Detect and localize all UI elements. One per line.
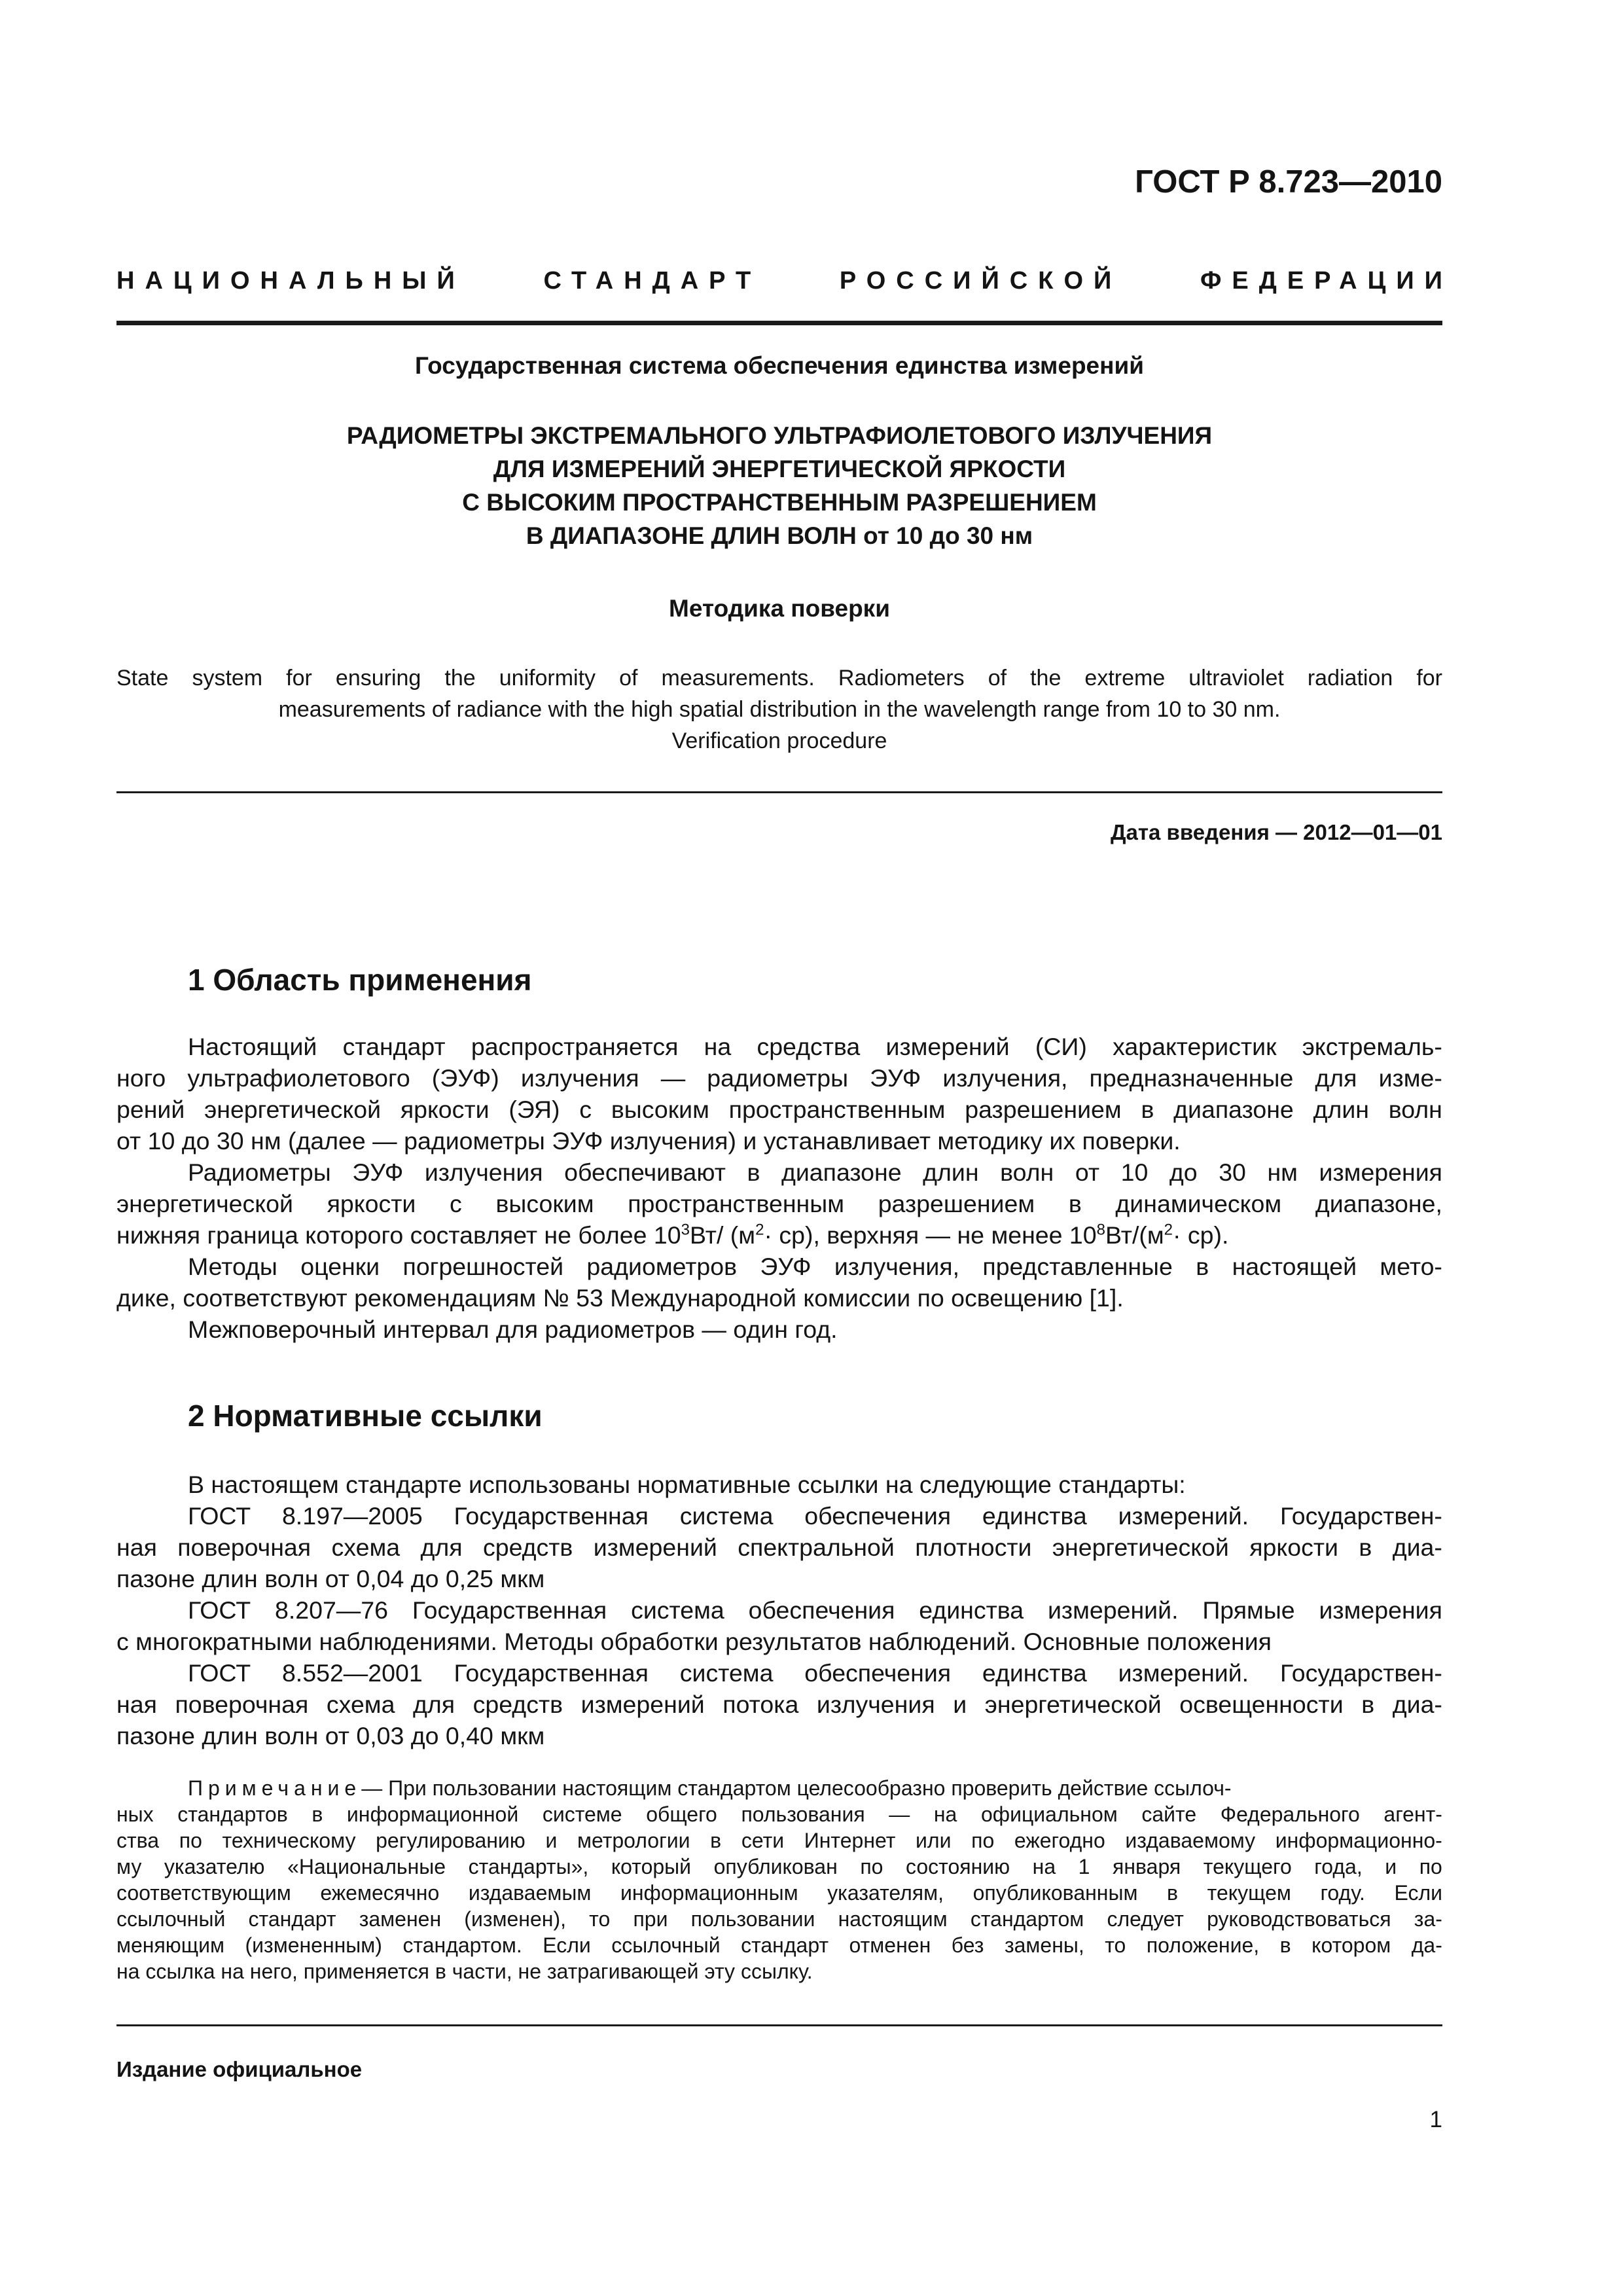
word: информационным	[620, 1881, 798, 1905]
text-line	[116, 1219, 1442, 1251]
note-label: Примечание	[188, 1776, 362, 1800]
text-line	[116, 1157, 1442, 1188]
word: который	[611, 1855, 692, 1878]
word: измерения	[1319, 1158, 1442, 1186]
word: по	[860, 1855, 883, 1878]
word: изме-	[1378, 1064, 1442, 1092]
text-line	[116, 1689, 1442, 1720]
word: State	[116, 666, 169, 691]
word: (изменен),	[464, 1907, 566, 1931]
word: (ЭЯ)	[508, 1096, 560, 1123]
word: средства	[757, 1033, 861, 1060]
word: стандартов	[177, 1803, 288, 1826]
method-title: Методика поверки	[669, 595, 890, 622]
word: волн	[1388, 1096, 1442, 1123]
word: в	[1196, 1253, 1209, 1280]
word: измерений	[593, 1534, 717, 1561]
word: опубликованным	[972, 1881, 1138, 1905]
word: единства	[982, 1502, 1087, 1530]
word: ных	[116, 1803, 154, 1826]
note-line	[116, 1775, 1442, 1801]
paragraph	[116, 1469, 1442, 1500]
document-page	[116, 0, 1453, 2296]
word: погрешностей	[402, 1253, 564, 1280]
word: Государственная	[412, 1596, 607, 1624]
word: пользовании	[690, 1907, 815, 1931]
text-line	[116, 1594, 1442, 1626]
word: плотности	[915, 1534, 1032, 1561]
word: освещенности	[1179, 1691, 1344, 1718]
exponent: 3	[681, 1221, 690, 1239]
word: ГОСТ	[188, 1596, 251, 1624]
word: Если	[1394, 1881, 1442, 1905]
word: в	[1068, 1190, 1082, 1217]
paragraph	[116, 1157, 1442, 1251]
title-line: РАДИОМЕТРЫ ЭКСТРЕМАЛЬНОГО УЛЬТРАФИОЛЕТОВОГО ИЗЛУЧЕНИЯ	[346, 422, 1213, 449]
text-line: пазоне длин волн от 0,04 до 0,25 мкм	[116, 1565, 545, 1592]
word: (ЭУФ)	[431, 1064, 499, 1092]
text-part: нижняя граница которого составляет не более 10	[116, 1221, 681, 1249]
word: на	[704, 1033, 732, 1060]
word: диапазоне,	[1315, 1190, 1442, 1217]
word: году.	[1320, 1881, 1365, 1905]
word: the	[1030, 666, 1061, 691]
word: радиометры	[707, 1064, 849, 1092]
word: система	[679, 1659, 774, 1687]
word: настоящим	[838, 1907, 948, 1931]
word: 10	[1120, 1158, 1149, 1186]
exponent: 2	[755, 1221, 764, 1239]
word: ЭУФ	[760, 1253, 812, 1280]
word: сайте	[1141, 1803, 1197, 1826]
word: Государственная	[454, 1502, 649, 1530]
word: в	[312, 1803, 323, 1826]
word: ежегодно	[1014, 1829, 1105, 1852]
word: разрешением	[965, 1096, 1122, 1123]
word: the	[444, 666, 476, 691]
word: схема	[331, 1534, 401, 1561]
word: система	[679, 1502, 774, 1530]
word: for	[1416, 666, 1442, 691]
word: разрешением	[878, 1190, 1035, 1217]
word: информационной	[346, 1803, 519, 1826]
word: обеспечения	[804, 1502, 952, 1530]
word: поверочная	[175, 1691, 309, 1718]
word: общего	[646, 1803, 717, 1826]
word: положение,	[1146, 1933, 1260, 1957]
word: рений	[116, 1096, 185, 1123]
note-line	[116, 1932, 1442, 1958]
word: от	[1075, 1158, 1100, 1186]
word: в	[747, 1158, 760, 1186]
word: опубликован	[713, 1855, 838, 1878]
text-line	[116, 1500, 1442, 1532]
word: указателю	[164, 1855, 265, 1878]
document-title	[116, 419, 1442, 552]
word: или	[916, 1829, 952, 1852]
word: яркости	[400, 1096, 490, 1123]
section-heading: 1 Область применения	[188, 963, 532, 997]
word: Radiometers	[838, 666, 965, 691]
english-title-line: measurements of radiance with the high spatial distribution in the wavelength range from 10 to 30 nm.	[278, 697, 1281, 722]
word: измерений	[885, 1033, 1010, 1060]
header-rule	[116, 321, 1442, 325]
word: за-	[1414, 1907, 1442, 1931]
word: потока	[722, 1691, 799, 1718]
word: энергетической	[204, 1096, 382, 1123]
page-number: 1	[1429, 2107, 1442, 2132]
word: то	[1105, 1933, 1126, 1957]
paragraph	[116, 1031, 1442, 1157]
word: сети	[741, 1829, 785, 1852]
section-heading: 2 Нормативные ссылки	[188, 1399, 543, 1433]
word: в	[710, 1829, 722, 1852]
word: стандарт	[342, 1033, 446, 1060]
word: излучения,	[942, 1064, 1068, 1092]
text-line	[116, 1251, 1442, 1282]
word: указателям,	[827, 1881, 944, 1905]
word: энергетической	[116, 1190, 293, 1217]
word: 1	[1078, 1855, 1090, 1878]
word: длин	[1313, 1096, 1369, 1123]
word: представленные	[982, 1253, 1173, 1280]
english-title	[116, 662, 1442, 757]
word: пространственным	[728, 1096, 946, 1123]
word: характеристик	[1113, 1033, 1277, 1060]
word: ссылочный	[611, 1933, 721, 1957]
banner-word: РОССИЙСКОЙ	[839, 267, 1122, 295]
introduction-date: Дата введения — 2012—01—01	[1111, 820, 1442, 844]
word: для	[413, 1691, 455, 1718]
word: 8.552—2001	[281, 1659, 423, 1687]
word: нм	[1267, 1158, 1298, 1186]
reference-entry	[116, 1594, 1442, 1657]
word: высоким	[495, 1190, 594, 1217]
word: обеспечения	[748, 1596, 895, 1624]
word: энергетической	[984, 1691, 1162, 1718]
banner-word: ФЕДЕРАЦИИ	[1200, 267, 1453, 295]
official-edition: Издание официальное	[116, 2057, 363, 2081]
banner-word: НАЦИОНАЛЬНЫЙ	[116, 267, 465, 295]
word: в	[1359, 1534, 1372, 1561]
word: при	[633, 1907, 668, 1931]
text-line	[116, 1188, 1442, 1219]
word: ного	[116, 1064, 166, 1092]
word: обеспечивают	[564, 1158, 726, 1186]
word: поверочная	[177, 1534, 312, 1561]
word: измерений.	[1118, 1659, 1249, 1687]
text-line	[116, 1532, 1442, 1563]
word: единства	[982, 1659, 1087, 1687]
word: с	[579, 1096, 592, 1123]
word: и	[545, 1829, 558, 1852]
word: и	[953, 1691, 967, 1718]
word: высоким	[611, 1096, 709, 1123]
word: ГОСТ	[188, 1502, 251, 1530]
exponent: 2	[1164, 1221, 1173, 1239]
word: —	[889, 1803, 910, 1826]
word: длин	[923, 1158, 979, 1186]
text-line: от 10 до 30 нм (далее — радиометры ЭУФ излучения) и устанавливает методику их поверки.	[116, 1127, 1181, 1155]
word: ства	[116, 1829, 160, 1852]
word: ensuring	[335, 666, 421, 691]
word: ссылочный	[116, 1907, 226, 1931]
note-line	[116, 1827, 1442, 1854]
note-block	[116, 1775, 1442, 1984]
word: излучения	[424, 1158, 543, 1186]
word: техническому	[222, 1829, 356, 1852]
word: диапазоне	[781, 1158, 902, 1186]
word: Интернет	[804, 1829, 896, 1852]
word: руководствоваться	[1207, 1907, 1391, 1931]
text-part: Вт/(м	[1105, 1221, 1164, 1249]
word: динамическом	[1115, 1190, 1282, 1217]
word: пространственным	[628, 1190, 844, 1217]
word: в	[1279, 1933, 1291, 1957]
word: января	[1113, 1855, 1181, 1878]
note-line	[116, 1801, 1442, 1827]
word: излучения,	[834, 1253, 959, 1280]
word: энергетической	[1052, 1534, 1229, 1561]
english-title-line	[116, 662, 1442, 694]
text-line: с многократными наблюдениями. Методы обработки результатов наблюдений. Основные положения	[116, 1628, 1272, 1655]
word: Методы	[188, 1253, 277, 1280]
word: uniformity	[499, 666, 596, 691]
text-line: В настоящем стандарте использованы нормативные ссылки на следующие стандарты:	[188, 1471, 1186, 1498]
word: меняющим	[116, 1933, 224, 1957]
word: for	[286, 666, 312, 691]
text-part: · ср).	[1173, 1221, 1229, 1249]
word: предназначенные	[1089, 1064, 1294, 1092]
word: system	[192, 666, 263, 691]
word: ная	[116, 1691, 157, 1718]
word: для	[420, 1534, 463, 1561]
word: of	[619, 666, 638, 691]
word: ультрафиолетового	[187, 1064, 410, 1092]
word: излучения	[520, 1064, 639, 1092]
word: до	[1169, 1158, 1198, 1186]
word: измерений.	[1118, 1502, 1249, 1530]
word: Государственная	[454, 1659, 649, 1687]
word: метрологии	[577, 1829, 690, 1852]
word: измерения	[1319, 1596, 1442, 1624]
word: яркости	[327, 1190, 416, 1217]
word: системе	[542, 1803, 622, 1826]
word: в	[1141, 1096, 1154, 1123]
system-line: Государственная система обеспечения единства измерений	[415, 352, 1144, 379]
word: ежемесячно	[320, 1881, 440, 1905]
word: без	[951, 1933, 984, 1957]
word: 8.207—76	[274, 1596, 389, 1624]
english-title-line: Verification procedure	[671, 728, 887, 753]
word: схема	[326, 1691, 395, 1718]
word: Если	[543, 1933, 591, 1957]
word: «Национальные	[287, 1855, 446, 1878]
word: радиометров	[586, 1253, 738, 1280]
reference-entry	[116, 1657, 1442, 1751]
word: (СИ)	[1035, 1033, 1087, 1060]
word: оценки	[300, 1253, 380, 1280]
word: экстремаль-	[1302, 1033, 1442, 1060]
word: средств	[482, 1534, 573, 1561]
text-line	[116, 1031, 1442, 1062]
text-line: Межповерочный интервал для радиометров — один год.	[188, 1316, 838, 1343]
word: на	[933, 1803, 957, 1826]
word: диа-	[1392, 1691, 1442, 1718]
word: стандартом.	[402, 1933, 522, 1957]
word: излучения	[816, 1691, 935, 1718]
text-line: дике, соответствуют рекомендациям № 53 Международной комиссии по освещению [1].	[116, 1284, 1124, 1312]
title-line: В ДИАПАЗОНЕ ДЛИН ВОЛН от 10 до 30 нм	[526, 522, 1033, 549]
word: measurements.	[661, 666, 815, 691]
word: мето-	[1380, 1253, 1442, 1280]
word: му	[116, 1855, 142, 1878]
word: Государствен-	[1279, 1659, 1442, 1687]
word: спектральной	[738, 1534, 895, 1561]
word: текущего	[1203, 1855, 1292, 1878]
word: —	[660, 1064, 686, 1092]
word: 30	[1219, 1158, 1246, 1186]
word: измерений	[580, 1691, 705, 1718]
word: обеспечения	[804, 1659, 952, 1687]
word: издаваемому	[1125, 1829, 1256, 1852]
note-line: на ссылка на него, применяется в части, не затрагивающей эту ссылку.	[116, 1960, 813, 1983]
word: Федерального	[1220, 1803, 1360, 1826]
word: по	[1419, 1855, 1442, 1878]
word: да-	[1411, 1933, 1442, 1957]
national-standard-banner	[116, 265, 1453, 296]
title-rule	[116, 791, 1442, 793]
word: измерений.	[1047, 1596, 1179, 1624]
note-first-line	[188, 1775, 1232, 1801]
word: стандарты»,	[468, 1855, 589, 1878]
word: в	[1167, 1881, 1179, 1905]
text-line	[116, 1062, 1442, 1094]
reference-entry	[116, 1500, 1442, 1594]
word: extreme	[1084, 666, 1166, 691]
word: стандарт	[248, 1907, 336, 1931]
note-line	[116, 1854, 1442, 1880]
word: по	[179, 1829, 202, 1852]
word: текущем	[1207, 1881, 1291, 1905]
word: регулированию	[376, 1829, 526, 1852]
word: radiation	[1307, 666, 1393, 691]
word: система	[631, 1596, 724, 1624]
text-line	[116, 1094, 1442, 1125]
word: пользования	[741, 1803, 865, 1826]
word: агент-	[1383, 1803, 1442, 1826]
word: ЭУФ	[352, 1158, 404, 1186]
title-line: С ВЫСОКИМ ПРОСТРАНСТВЕННЫМ РАЗРЕШЕНИЕМ	[462, 489, 1097, 516]
word: ная	[116, 1534, 157, 1561]
word: с	[450, 1190, 462, 1217]
word: в	[1361, 1691, 1375, 1718]
word: и	[1385, 1855, 1397, 1878]
word: года,	[1314, 1855, 1363, 1878]
word: официальном	[980, 1803, 1118, 1826]
text-line	[116, 1657, 1442, 1689]
word: средств	[473, 1691, 563, 1718]
word: 8.197—2005	[281, 1502, 423, 1530]
word: информационно-	[1275, 1829, 1442, 1852]
text-fragment	[116, 1219, 1228, 1251]
paragraph	[116, 1314, 1442, 1345]
word: то	[589, 1907, 611, 1931]
word: ЭУФ	[870, 1064, 921, 1092]
word: яркости	[1249, 1534, 1338, 1561]
exponent: 8	[1096, 1221, 1106, 1239]
word: котором	[1311, 1933, 1391, 1957]
word: волн	[1000, 1158, 1054, 1186]
word: издаваемым	[468, 1881, 592, 1905]
word: на	[1032, 1855, 1056, 1878]
word: стандарт	[741, 1933, 829, 1957]
note-line	[116, 1880, 1442, 1906]
word: следует	[1107, 1907, 1184, 1931]
word: для	[1315, 1064, 1357, 1092]
word: (измененным)	[245, 1933, 382, 1957]
word: of	[988, 666, 1007, 691]
word: Радиометры	[188, 1158, 331, 1186]
word: замены,	[1004, 1933, 1084, 1957]
note-text: — При пользовании настоящим стандартом целесообразно проверить действие ссылоч-	[361, 1776, 1232, 1800]
word: заменен	[359, 1907, 442, 1931]
standard-code: ГОСТ Р 8.723—2010	[1135, 164, 1442, 200]
text-part: Вт/ (м	[690, 1221, 756, 1249]
word: единства	[919, 1596, 1024, 1624]
word: соответствующим	[116, 1881, 291, 1905]
word: Прямые	[1202, 1596, 1295, 1624]
word: по	[971, 1829, 995, 1852]
word: ultraviolet	[1188, 666, 1284, 691]
text-part: · ср), верхняя — не менее 10	[764, 1221, 1097, 1249]
word: отменен	[849, 1933, 931, 1957]
text-line: пазоне длин волн от 0,03 до 0,40 мкм	[116, 1722, 545, 1749]
word: Настоящий	[188, 1033, 317, 1060]
word: ГОСТ	[188, 1659, 251, 1687]
banner-word: СТАНДАРТ	[543, 267, 762, 295]
word: Государствен-	[1279, 1502, 1442, 1530]
word: настоящей	[1232, 1253, 1357, 1280]
word: стандартом	[970, 1907, 1084, 1931]
word: состоянию	[905, 1855, 1010, 1878]
title-line: ДЛЯ ИЗМЕРЕНИЙ ЭНЕРГЕТИЧЕСКОЙ ЯРКОСТИ	[493, 456, 1066, 482]
word: диа-	[1392, 1534, 1442, 1561]
footer-rule	[116, 2024, 1442, 2026]
note-line	[116, 1906, 1442, 1932]
word: распространяется	[471, 1033, 679, 1060]
paragraph	[116, 1251, 1442, 1314]
word: диапазоне	[1173, 1096, 1294, 1123]
